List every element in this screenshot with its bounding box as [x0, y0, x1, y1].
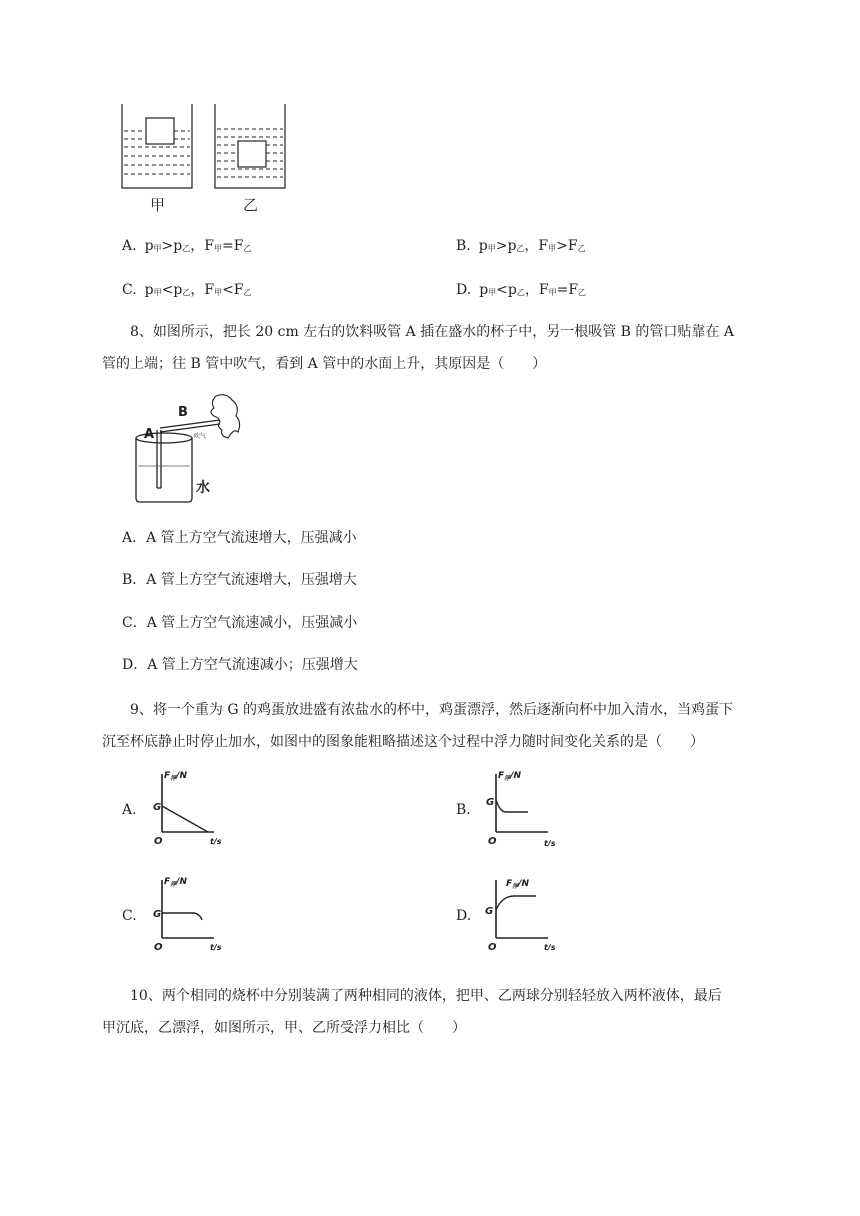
svg-text:F浮/N: $F_浮/N$	[164, 877, 187, 888]
q9-stem	[102, 698, 802, 754]
svg-text:t/s: t/s	[210, 943, 222, 952]
q10-stem-line2: 甲沉底，乙漂浮，如图所示，甲、乙所受浮力相比（ ）	[102, 1020, 466, 1036]
svg-text:O: O	[488, 942, 497, 953]
q8-stem-line1: 8、如图所示，把长 20 cm 左右的饮料吸管 A 插在盛水的杯子中，另一根吸管 B 的管口贴靠在 A	[130, 324, 734, 340]
q9-graph-b[interactable]	[482, 770, 572, 848]
q9-graph-a[interactable]	[148, 770, 238, 848]
q7-option-c[interactable]: C. $p_甲<p_乙$，$F_甲<F_乙$	[122, 282, 252, 298]
q9-stem-line2: 沉至杯底静止时停止加水，如图中的图象能粗略描述这个过程中浮力随时间变化关系的是（ ）	[102, 734, 704, 750]
svg-text:F浮/N: $F_浮/N$	[164, 771, 187, 782]
block-yi	[238, 141, 266, 167]
q8-stem-line2: 管的上端；往 B 管中吹气，看到 A 管中的水面上升，其原因是（ ）	[102, 356, 547, 372]
q9-option-b-label[interactable]: B.	[456, 802, 471, 818]
block-jia	[146, 118, 174, 144]
q9-option-c-label[interactable]: C.	[122, 908, 137, 924]
label-jia: 甲	[150, 196, 166, 214]
q10-stem-line1: 10、两个相同的烧杯中分别装满了两种相同的液体，把甲、乙两球分别轻轻放入两杯液体，最后	[130, 988, 722, 1004]
svg-text:O: O	[488, 836, 497, 847]
q10-stem	[102, 984, 802, 1040]
svg-text:t/s: t/s	[544, 943, 556, 952]
q9-graph-b-curve	[496, 800, 528, 812]
q9-stem-line1: 9、将一个重为 G 的鸡蛋放进盛有浓盐水的杯中，鸡蛋漂浮，然后逐渐向杯中加入清水，当鸡蛋下	[130, 702, 733, 718]
label-yi: 乙	[243, 196, 259, 214]
q9-graph-a-curve	[162, 806, 208, 832]
q7-option-b[interactable]: B. $p_甲>p_乙$，$F_甲>F_乙$	[456, 238, 586, 254]
svg-text:O: O	[154, 942, 163, 953]
q8-option-d[interactable]: D．A 管上方空气流速减小；压强增大	[122, 657, 358, 673]
q9-graph-c-curve	[162, 913, 202, 920]
q8-label-blow: 吹气	[194, 433, 207, 440]
q9-option-d-label[interactable]: D.	[456, 908, 472, 924]
svg-text:O: O	[154, 836, 163, 847]
q9-option-a-label[interactable]: A.	[122, 802, 137, 818]
q8-option-c[interactable]: C．A 管上方空气流速减小，压强减小	[122, 615, 358, 631]
q8-label-b: B	[178, 405, 188, 420]
q8-label-a: A	[144, 427, 155, 442]
q7-beakers-figure	[118, 104, 298, 214]
q8-stem	[102, 320, 802, 376]
svg-text:t/s: t/s	[210, 837, 222, 846]
q7-option-a[interactable]: A. $p_甲>p_乙$，$F_甲=F_乙$	[122, 238, 252, 254]
svg-text:G: G	[153, 802, 162, 813]
q9-graph-c[interactable]	[148, 876, 238, 954]
q8-option-a[interactable]: A．A 管上方空气流速增大，压强减小	[122, 530, 357, 546]
q9-graph-d-curve	[496, 896, 536, 910]
svg-text:G: G	[485, 906, 494, 917]
svg-text:G: G	[486, 797, 495, 808]
q8-straw-figure	[128, 392, 248, 507]
q8-option-b[interactable]: B．A 管上方空气流速增大，压强增大	[122, 572, 357, 588]
svg-text:G: G	[153, 909, 162, 920]
svg-text:F浮/N: $F_浮/N$	[498, 771, 521, 782]
svg-text:t/s: t/s	[544, 839, 556, 848]
q9-graph-d[interactable]	[482, 876, 572, 954]
svg-text:F浮/N: $F_浮/N$	[506, 879, 529, 890]
q8-label-water: 水	[196, 480, 210, 496]
q7-option-d[interactable]: D. $p_甲<p_乙$，$F_甲=F_乙$	[456, 282, 587, 298]
